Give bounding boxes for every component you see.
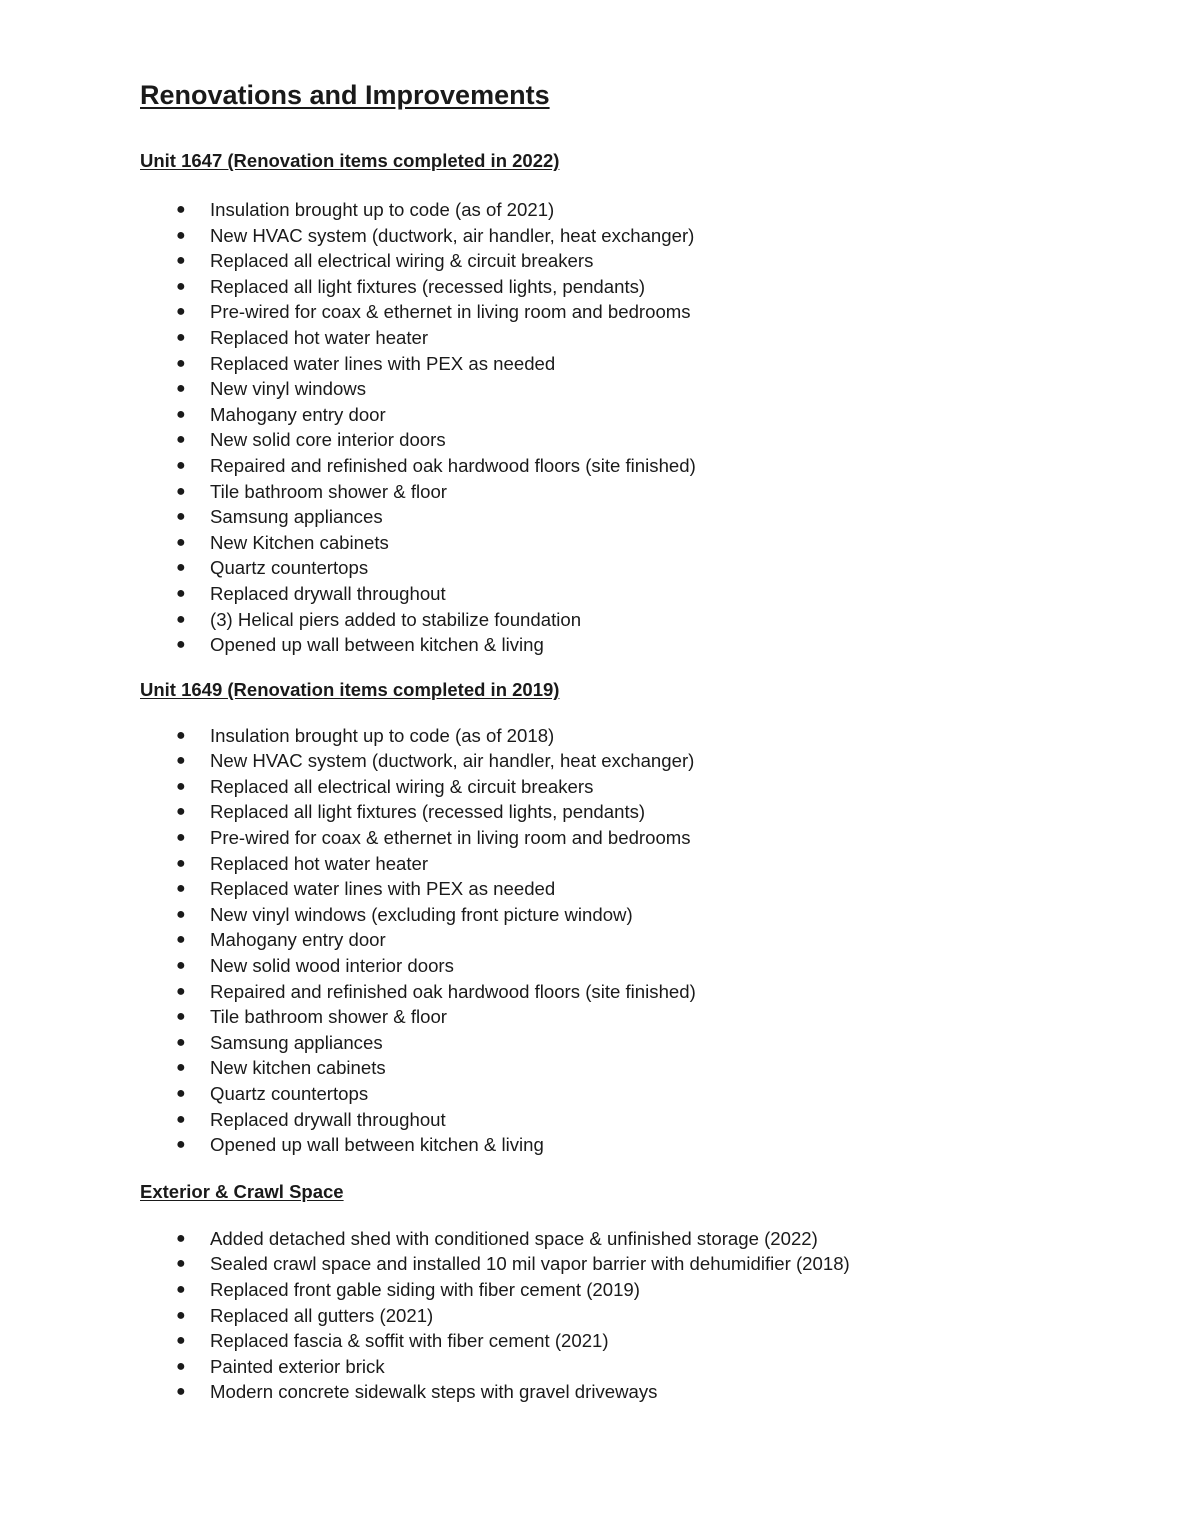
list-item (140, 581, 1100, 607)
bullet-icon: ● (176, 1383, 186, 1401)
bullet-icon: ● (176, 303, 186, 321)
list-item-text: New HVAC system (ductwork, air handler, heat exchanger) (210, 750, 695, 772)
bullet-icon: ● (176, 1085, 186, 1102)
bullet-icon: ● (176, 405, 186, 423)
bullet-icon: ● (176, 354, 186, 372)
list-item-text: New HVAC system (ductwork, air handler, heat exchanger) (210, 224, 695, 246)
list-item-text: Quartz countertops (210, 1083, 369, 1104)
list-item-text: Replaced water lines with PEX as needed (210, 878, 556, 900)
bullet-icon: ● (176, 1136, 186, 1154)
list-item-text: New solid core interior doors (210, 429, 446, 451)
list-item (140, 555, 1100, 581)
list-item-text: Painted exterior brick (210, 1355, 385, 1377)
list-item (140, 223, 1100, 249)
bullet-icon: ● (176, 277, 186, 295)
list-item-text: Replaced fascia & soffit with fiber cement (2021) (210, 1330, 609, 1352)
list-item (140, 1303, 1100, 1329)
list-item-text: Replaced all electrical wiring & circuit breakers (210, 250, 594, 272)
bullet-icon: ● (176, 482, 186, 500)
list-item (140, 632, 1100, 658)
list-item-text: Insulation brought up to code (as of 2021) (210, 199, 555, 220)
bullet-icon: ● (176, 636, 186, 654)
list-item-text: Samsung appliances (210, 1031, 383, 1053)
bullet-icon: ● (176, 252, 186, 270)
list-item (140, 927, 1100, 953)
list-item (140, 1030, 1100, 1056)
list-item-text: New vinyl windows (excluding front picture window) (210, 903, 633, 925)
list-item-text: Replaced water lines with PEX as needed (210, 352, 556, 374)
list-item (140, 1081, 1100, 1107)
section-heading-unit-1647: Unit 1647 (Renovation items completed in 2022) (140, 150, 560, 171)
list-item (140, 902, 1100, 928)
bullet-icon: ● (176, 1306, 186, 1324)
bullet-icon: ● (176, 982, 186, 1000)
list-item (140, 1328, 1100, 1354)
list-item (140, 351, 1100, 377)
list-item (140, 748, 1100, 774)
list-item (140, 953, 1100, 979)
bullet-icon: ● (176, 533, 186, 551)
list-item (140, 979, 1100, 1005)
list-item-text: Modern concrete sidewalk steps with gravel driveways (210, 1381, 658, 1403)
bullet-icon: ● (176, 1255, 186, 1273)
list-item (140, 774, 1100, 800)
list-item-text: Replaced hot water heater (210, 852, 429, 874)
bullet-icon: ● (176, 957, 186, 975)
bullet-icon: ● (176, 380, 186, 398)
list-item (140, 427, 1100, 453)
bullet-icon: ● (176, 803, 186, 821)
list-item-text: New kitchen cabinets (210, 1057, 386, 1079)
list-item (140, 825, 1100, 851)
bullet-icon: ● (176, 1229, 186, 1247)
list-item (140, 325, 1100, 351)
list-item (140, 248, 1100, 274)
bullet-icon: ● (176, 854, 186, 872)
list-item-text: Mahogany entry door (210, 403, 386, 425)
list-item-text: Replaced hot water heater (210, 326, 429, 348)
bullet-icon: ● (176, 1280, 186, 1298)
document-page (140, 78, 1100, 1405)
list-item-text: Replaced drywall throughout (210, 1108, 446, 1130)
list-item-text: Mahogany entry door (210, 929, 386, 951)
list-item-text: Replaced all gutters (2021) (210, 1304, 434, 1326)
list-item-text: Replaced front gable siding with fiber cement (2019) (210, 1278, 640, 1300)
document-title: Renovations and Improvements (140, 80, 550, 110)
bullet-icon: ● (176, 610, 186, 628)
list-item (140, 504, 1100, 530)
list-item (140, 1055, 1100, 1081)
list-item-text: New solid wood interior doors (210, 955, 454, 977)
exterior-list (140, 1226, 1100, 1405)
list-item-text: Pre-wired for coax & ethernet in living room and bedrooms (210, 301, 691, 323)
list-item-text: (3) Helical piers added to stabilize foundation (210, 608, 582, 630)
list-item (140, 1354, 1100, 1380)
bullet-icon: ● (176, 905, 186, 923)
bullet-icon: ● (176, 201, 186, 218)
section-heading-exterior: Exterior & Crawl Space (140, 1180, 344, 1202)
bullet-icon: ● (176, 226, 186, 244)
list-item (140, 723, 1100, 749)
bullet-icon: ● (176, 777, 186, 795)
list-item (140, 1251, 1100, 1277)
list-item (140, 1004, 1100, 1030)
list-item (140, 402, 1100, 428)
list-item-text: Insulation brought up to code (as of 2018) (210, 724, 555, 746)
list-item-text: Tile bathroom shower & floor (210, 1006, 447, 1028)
list-item-text: New Kitchen cabinets (210, 531, 389, 553)
list-item-text: Replaced all light fixtures (recessed lights, pendants) (210, 801, 646, 823)
list-item-text: Replaced all electrical wiring & circuit breakers (210, 775, 594, 797)
list-item (140, 274, 1100, 300)
list-item-text: Tile bathroom shower & floor (210, 480, 447, 502)
bullet-icon: ● (176, 431, 186, 449)
bullet-icon: ● (176, 1357, 186, 1375)
list-item (140, 876, 1100, 902)
bullet-icon: ● (176, 752, 186, 770)
bullet-icon: ● (176, 1059, 186, 1077)
list-item-text: Replaced drywall throughout (210, 582, 446, 604)
list-item (140, 1226, 1100, 1252)
bullet-icon: ● (176, 829, 186, 847)
list-item (140, 197, 1100, 223)
bullet-icon: ● (176, 559, 186, 577)
list-item-text: Repaired and refinished oak hardwood floors (site finished) (210, 980, 696, 1002)
bullet-icon: ● (176, 1110, 186, 1128)
list-item-text: Added detached shed with conditioned space & unfinished storage (2022) (210, 1227, 818, 1249)
unit-1647-list (140, 197, 1100, 658)
bullet-icon: ● (176, 1008, 186, 1026)
list-item-text: Opened up wall between kitchen & living (210, 634, 544, 656)
list-item (140, 530, 1100, 556)
list-item (140, 299, 1100, 325)
list-item-text: Opened up wall between kitchen & living (210, 1134, 544, 1156)
list-item-text: Quartz countertops (210, 557, 369, 579)
list-item (140, 851, 1100, 877)
unit-1649-list (140, 723, 1100, 1158)
list-item-text: Pre-wired for coax & ethernet in living room and bedrooms (210, 827, 691, 849)
bullet-icon: ● (176, 584, 186, 602)
bullet-icon: ● (176, 880, 186, 898)
list-item-text: Replaced all light fixtures (recessed lights, pendants) (210, 275, 646, 297)
list-item (140, 376, 1100, 402)
bullet-icon: ● (176, 328, 186, 346)
list-item (140, 1107, 1100, 1133)
list-item (140, 799, 1100, 825)
list-item-text: Samsung appliances (210, 506, 383, 528)
list-item-text: Sealed crawl space and installed 10 mil vapor barrier with dehumidifier (2018) (210, 1253, 850, 1275)
bullet-icon: ● (176, 1033, 186, 1051)
list-item (140, 453, 1100, 479)
bullet-icon: ● (176, 931, 186, 949)
list-item (140, 607, 1100, 633)
list-item-text: Repaired and refinished oak hardwood floors (site finished) (210, 454, 696, 476)
bullet-icon: ● (176, 508, 186, 526)
list-item (140, 1132, 1100, 1158)
list-item (140, 479, 1100, 505)
list-item (140, 1379, 1100, 1405)
bullet-icon: ● (176, 1332, 186, 1350)
bullet-icon: ● (176, 456, 186, 474)
list-item (140, 1277, 1100, 1303)
list-item-text: New vinyl windows (210, 378, 367, 400)
bullet-icon: ● (176, 726, 186, 744)
section-heading-unit-1649: Unit 1649 (Renovation items completed in 2019) (140, 678, 560, 700)
